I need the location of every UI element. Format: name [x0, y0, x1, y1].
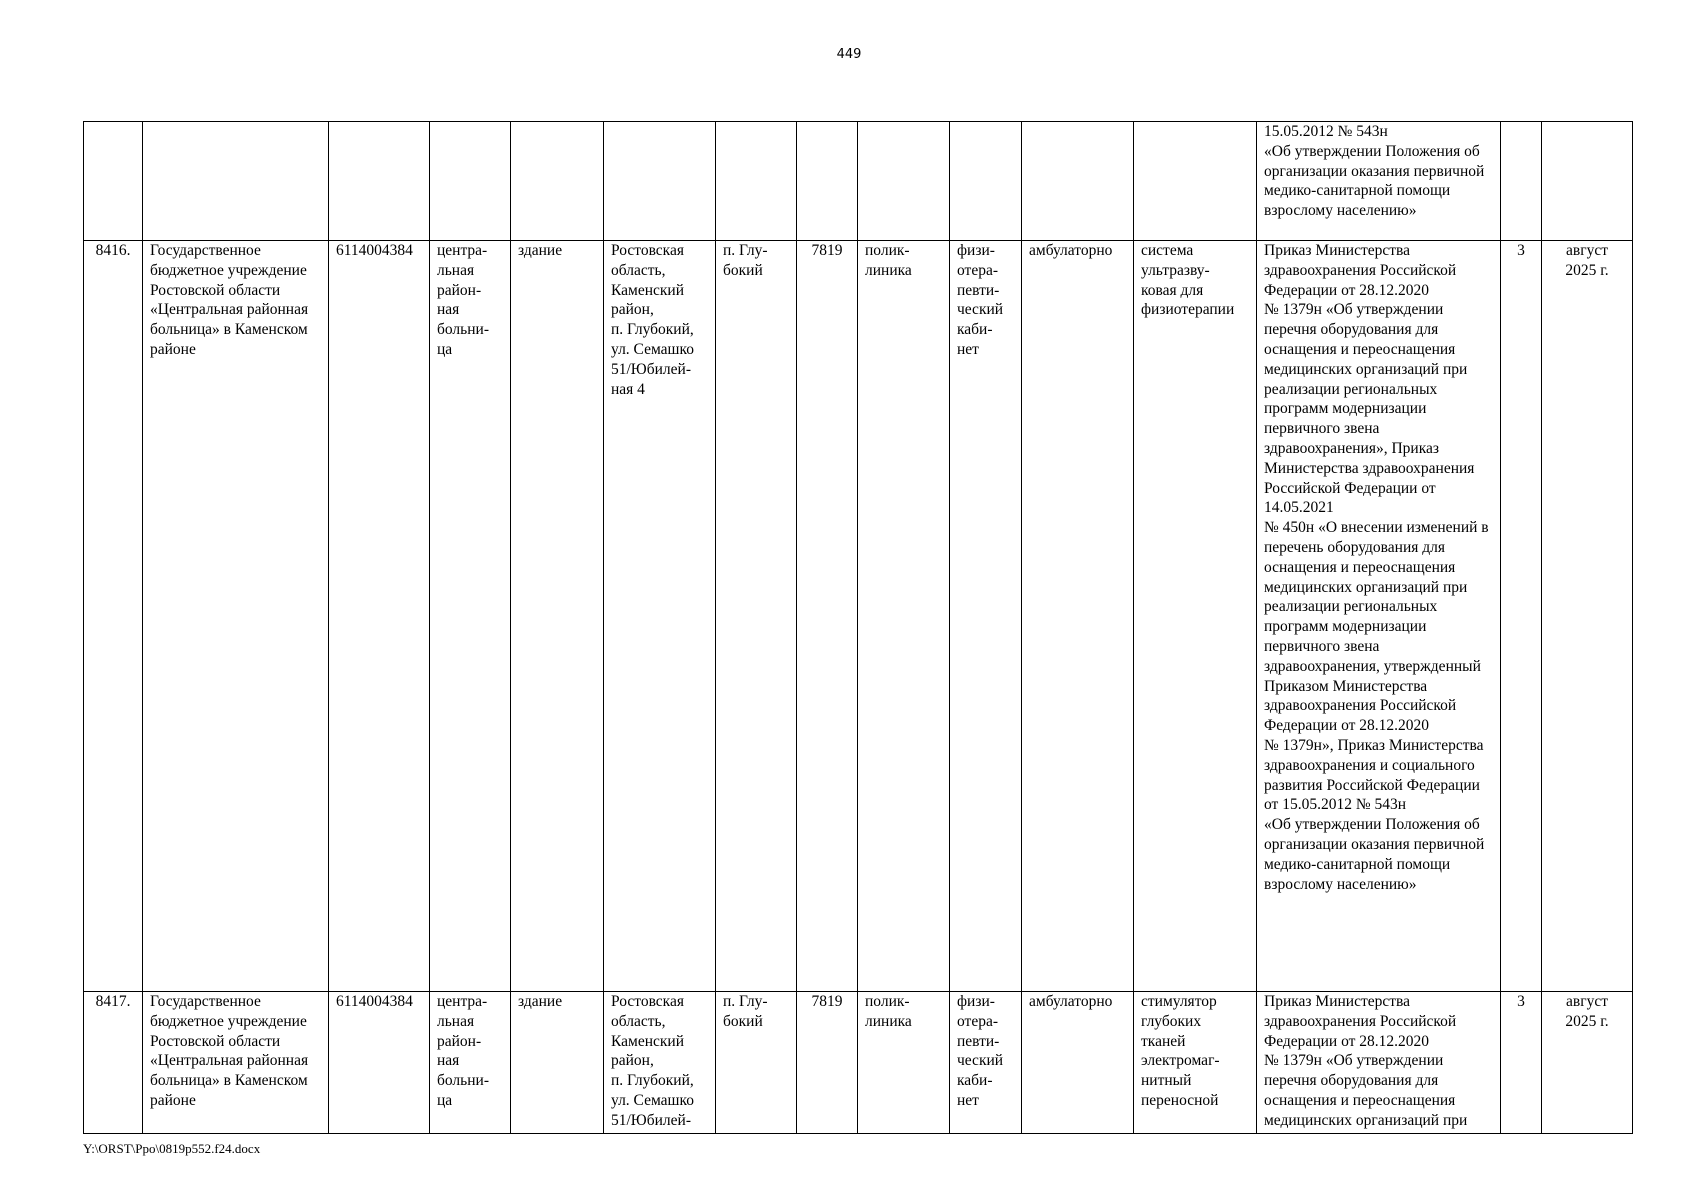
page-number: 449	[836, 47, 862, 62]
address-cell	[604, 122, 716, 241]
date-cell: август 2025 г.	[1542, 992, 1633, 1134]
quantity-cell: 3	[1501, 241, 1542, 992]
table-row	[84, 122, 1633, 241]
unit-cell	[858, 122, 950, 241]
unit-cell: полик- линика	[858, 241, 950, 992]
building-cell	[511, 122, 604, 241]
building-cell: здание	[511, 241, 604, 992]
organization-cell: Государственное бюджетное учреждение Ростовской области «Центральная районная больница» в Каменском районе	[143, 241, 329, 992]
care-form-cell	[1022, 122, 1134, 241]
room-cell	[950, 122, 1022, 241]
inn-cell: 6114004384	[329, 241, 430, 992]
equipment-cell	[1134, 122, 1257, 241]
legal-basis-cell: Приказ Министерства здравоохранения Российской Федерации от 28.12.2020 № 1379н «Об утверждении перечня оборудования для оснащения и переоснащения медицинских организаций при реализации региональных программ модернизации первичного звена здравоохранения», Приказ Министерства здравоохранения Российской Федерации от 14.05.2021 № 450н «О внесении изменений в перечень оборудования для оснащения и переоснащения медицинских организаций при реализации региональных программ модернизации первичного звена здравоохранения, утвержденный Приказом Министерства здравоохранения Российской Федерации от 28.12.2020 № 1379н», Приказ Министерства здравоохранения и социального развития Российской Федерации от 15.05.2012 № 543н «Об утверждении Положения об организации оказания первичной медико-санитарной помощи взрослому населению»	[1257, 241, 1501, 992]
date-cell	[1542, 122, 1633, 241]
locality-cell: п. Глу- бокий	[716, 992, 797, 1134]
code-cell: 7819	[797, 241, 858, 992]
locality-cell	[716, 122, 797, 241]
legal-basis-cell: 15.05.2012 № 543н «Об утверждении Положения об организации оказания первичной медико-санитарной помощи взрослому населению»	[1257, 122, 1501, 241]
equipment-cell: стимулятор глубоких тканей электромаг- нитный переносной	[1134, 992, 1257, 1134]
hospital-type-cell: центра- льная район- ная больни- ца	[430, 241, 511, 992]
equipment-cell: система ультразву- ковая для физиотерапии	[1134, 241, 1257, 992]
address-cell: Ростовская область, Каменский район, п. Глубокий, ул. Семашко 51/Юбилей- ная 4	[604, 241, 716, 992]
organization-cell: Государственное бюджетное учреждение Ростовской области «Центральная районная больница» в Каменском районе	[143, 992, 329, 1134]
legal-basis-cell: Приказ Министерства здравоохранения Российской Федерации от 28.12.2020 № 1379н «Об утверждении перечня оборудования для оснащения и переоснащения медицинских организаций при	[1257, 992, 1501, 1134]
care-form-cell: амбулаторно	[1022, 992, 1134, 1134]
organization-cell	[143, 122, 329, 241]
code-cell	[797, 122, 858, 241]
table-row	[84, 992, 1633, 1134]
care-form-cell: амбулаторно	[1022, 241, 1134, 992]
quantity-cell: 3	[1501, 992, 1542, 1134]
equipment-table	[83, 121, 1633, 1134]
footer-file-path: Y:\ORST\Ppo\0819p552.f24.docx	[83, 1141, 261, 1156]
code-cell: 7819	[797, 992, 858, 1134]
hospital-type-cell: центра- льная район- ная больни- ца	[430, 992, 511, 1134]
row-number-cell	[84, 122, 143, 241]
building-cell: здание	[511, 992, 604, 1134]
room-cell: физи- отера- певти- ческий каби- нет	[950, 992, 1022, 1134]
quantity-cell	[1501, 122, 1542, 241]
locality-cell: п. Глу- бокий	[716, 241, 797, 992]
room-cell: физи- отера- певти- ческий каби- нет	[950, 241, 1022, 992]
row-number-cell: 8416.	[84, 241, 143, 992]
address-cell: Ростовская область, Каменский район, п. Глубокий, ул. Семашко 51/Юбилей-	[604, 992, 716, 1134]
inn-cell	[329, 122, 430, 241]
table-row	[84, 241, 1633, 992]
row-number-cell: 8417.	[84, 992, 143, 1134]
inn-cell: 6114004384	[329, 992, 430, 1134]
hospital-type-cell	[430, 122, 511, 241]
unit-cell: полик- линика	[858, 992, 950, 1134]
date-cell: август 2025 г.	[1542, 241, 1633, 992]
